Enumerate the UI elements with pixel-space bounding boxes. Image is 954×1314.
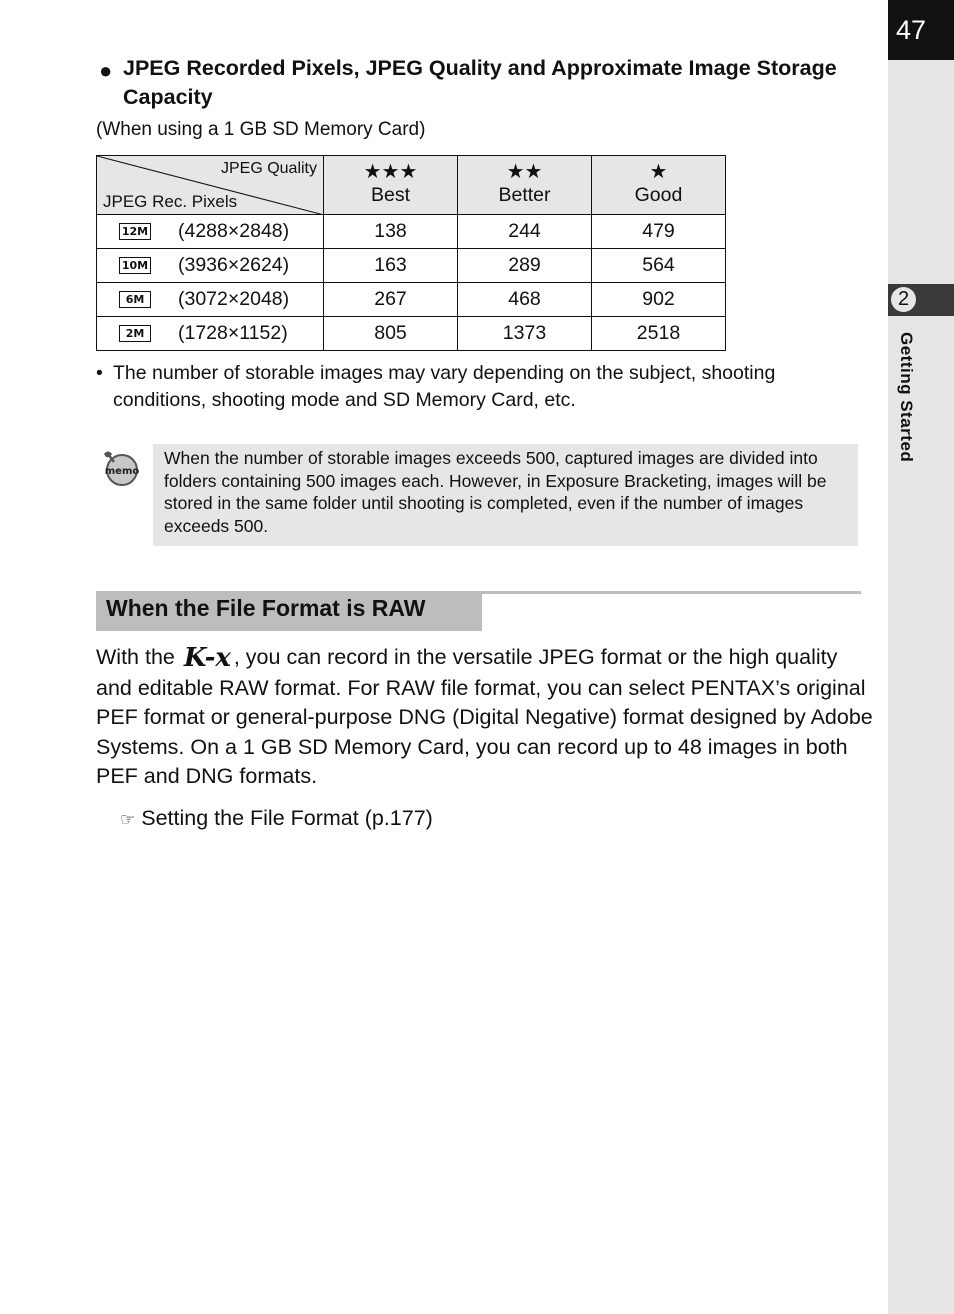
memo-text: When the number of storable images exceeds 500, captured images are divided into folders containing 500 images each. However, in Exposure Bracketing, images will be stored in the same folder until shooting is completed, even if the number of images exceeds 500. (164, 448, 827, 536)
quality-axis-label: JPEG Quality (220, 160, 317, 177)
section-heading: JPEG Recorded Pixels, JPEG Quality and Approximate Image Storage Capacity (123, 56, 837, 109)
corner-header-cell (97, 156, 324, 215)
value-cell: 267 (324, 283, 458, 317)
value-cell: 805 (324, 317, 458, 351)
storage-note (96, 360, 856, 414)
reference-line (120, 806, 433, 831)
note-text: The number of storable images may vary depending on the subject, shooting conditions, shooting mode and SD Memory Card, etc. (113, 362, 776, 411)
table-row (97, 215, 726, 249)
pixels-cell (97, 317, 324, 351)
chapter-sidebar (888, 0, 954, 1314)
memo-icon (100, 448, 140, 486)
quality-header-best (324, 156, 458, 215)
one-star-icon: ★ (649, 161, 668, 183)
pixel-dimensions: (4288×2848) (178, 220, 290, 243)
value-cell: 902 (592, 283, 726, 317)
value-cell: 564 (592, 249, 726, 283)
pixel-dimensions: (1728×1152) (178, 322, 288, 345)
value-cell: 479 (592, 215, 726, 249)
memo-icon-label: memo (104, 466, 140, 477)
value-cell: 138 (324, 215, 458, 249)
camera-model-logo: K-x (183, 643, 231, 673)
value-cell: 468 (458, 283, 592, 317)
pointing-hand-icon: ☞ (120, 810, 136, 829)
recorded-pixels-icon: 6M (119, 291, 151, 308)
value-cell: 163 (324, 249, 458, 283)
pixels-cell (97, 249, 324, 283)
table-row (97, 249, 726, 283)
page-number: 47 (888, 0, 954, 60)
pixels-cell (97, 283, 324, 317)
chapter-number: 2 (891, 287, 916, 312)
card-note: (When using a 1 GB SD Memory Card) (96, 119, 426, 140)
reference-link[interactable]: Setting the File Format (p.177) (141, 806, 433, 830)
raw-body-text (96, 643, 876, 792)
pixels-axis-label: JPEG Rec. Pixels (103, 192, 238, 211)
value-cell: 289 (458, 249, 592, 283)
quality-label: Good (634, 184, 683, 206)
recorded-pixels-icon: 10M (119, 257, 151, 274)
pixel-dimensions: (3936×2624) (178, 254, 290, 277)
quality-header-good (592, 156, 726, 215)
value-cell: 2518 (592, 317, 726, 351)
recorded-pixels-icon: 2M (119, 325, 151, 342)
heading-bullet: ● (99, 58, 113, 83)
note-bullet: • (96, 362, 103, 384)
body-text-rest: , you can record in the versatile JPEG format or the high quality and editable RAW format. For RAW file format, you can select PENTAX’s original PEF format or general-purpose DNG (Digital Negative) format designed by Adobe Systems. On a 1 GB SD Memory Card, you can record up to 48 images in both PEF and DNG formats. (96, 645, 873, 789)
quality-label: Best (370, 184, 411, 206)
quality-header-better (458, 156, 592, 215)
table-header-row (97, 156, 726, 215)
body-text-start: With the (96, 645, 175, 669)
pixels-cell (97, 215, 324, 249)
table-row (97, 317, 726, 351)
chapter-title: Getting Started (897, 332, 916, 463)
capacity-table (96, 155, 726, 351)
raw-section-heading: When the File Format is RAW (106, 595, 426, 621)
quality-label: Better (498, 184, 551, 206)
value-cell: 1373 (458, 317, 592, 351)
pixel-dimensions: (3072×2048) (178, 288, 290, 311)
recorded-pixels-icon: 12M (119, 223, 151, 240)
value-cell: 244 (458, 215, 592, 249)
two-star-icon: ★★ (506, 161, 543, 183)
table-row (97, 283, 726, 317)
three-star-icon: ★★★ (363, 161, 418, 183)
